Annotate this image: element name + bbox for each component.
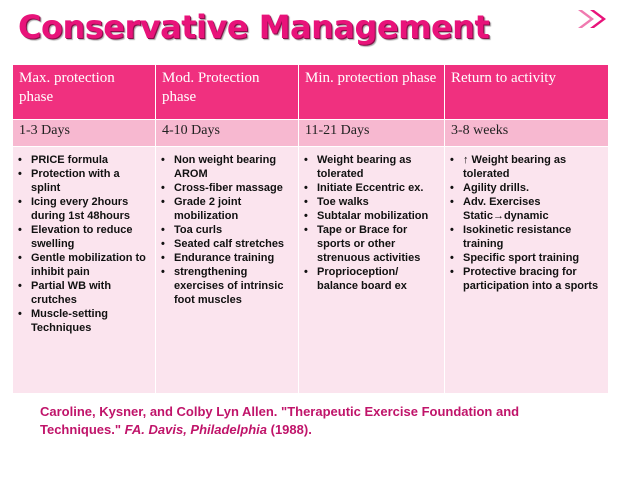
phase-header-cell: Min. protection phase — [299, 65, 445, 120]
list-item: • Proprioception/ balance board ex — [303, 265, 440, 293]
list-item: • Specific sport training — [449, 251, 604, 265]
list-item: • PRICE formula — [17, 153, 151, 167]
intervention-cell — [156, 147, 299, 394]
intervention-cell — [445, 147, 609, 394]
list-item: • Muscle-setting Techniques — [17, 307, 151, 335]
list-item: • Icing every 2hours during 1st 48hours — [17, 195, 151, 223]
list-item: • Gentle mobilization to inhibit pain — [17, 251, 151, 279]
intervention-list — [160, 153, 294, 307]
list-item: • Subtalar mobilization — [303, 209, 440, 223]
list-item: • Initiate Eccentric ex. — [303, 181, 440, 195]
list-item: • ↑ Weight bearing as tolerated — [449, 153, 604, 181]
citation-authors: Caroline, Kysner, and Colby Lyn Allen. "Therapeutic Exercise Foundation and Techniques." — [40, 404, 520, 437]
duration-cell: 4-10 Days — [156, 120, 299, 147]
list-item: • Adv. Exercises Static→dynamic — [449, 195, 604, 223]
duration-cell: 3-8 weeks — [445, 120, 609, 147]
intervention-row — [13, 147, 609, 394]
list-item: • Agility drills. — [449, 181, 604, 195]
chevron-arrows-icon — [560, 8, 620, 30]
duration-row — [13, 120, 609, 147]
list-item: • strengthening exercises of intrinsic foot muscles — [160, 265, 294, 307]
list-item: • Grade 2 joint mobilization — [160, 195, 294, 223]
intervention-list — [449, 153, 604, 293]
phase-header-cell: Max. protection phase — [13, 65, 156, 120]
list-item: • Protective bracing for participation into a sports — [449, 265, 604, 293]
list-item: • Non weight bearing AROM — [160, 153, 294, 181]
intervention-cell — [13, 147, 156, 394]
list-item: • Endurance training — [160, 251, 294, 265]
phase-header-cell: Mod. Protection phase — [156, 65, 299, 120]
list-item: • Isokinetic resistance training — [449, 223, 604, 251]
list-item: • Protection with a splint — [17, 167, 151, 195]
list-item: • Partial WB with crutches — [17, 279, 151, 307]
phase-table — [12, 64, 609, 394]
citation — [40, 403, 600, 439]
intervention-list — [303, 153, 440, 293]
list-item: • Cross-fiber massage — [160, 181, 294, 195]
intervention-cell — [299, 147, 445, 394]
phase-header-row — [13, 65, 609, 120]
duration-cell: 11-21 Days — [299, 120, 445, 147]
list-item: • Elevation to reduce swelling — [17, 223, 151, 251]
citation-source: FA. Davis, Philadelphia — [124, 422, 267, 437]
slide-title: Conservative Management — [18, 8, 490, 46]
list-item: • Toa curls — [160, 223, 294, 237]
list-item: • Weight bearing as tolerated — [303, 153, 440, 181]
phase-header-cell: Return to activity — [445, 65, 609, 120]
list-item: • Seated calf stretches — [160, 237, 294, 251]
citation-year: (1988). — [267, 422, 312, 437]
list-item: • Tape or Brace for sports or other strenuous activities — [303, 223, 440, 265]
duration-cell: 1-3 Days — [13, 120, 156, 147]
list-item: • Toe walks — [303, 195, 440, 209]
intervention-list — [17, 153, 151, 335]
